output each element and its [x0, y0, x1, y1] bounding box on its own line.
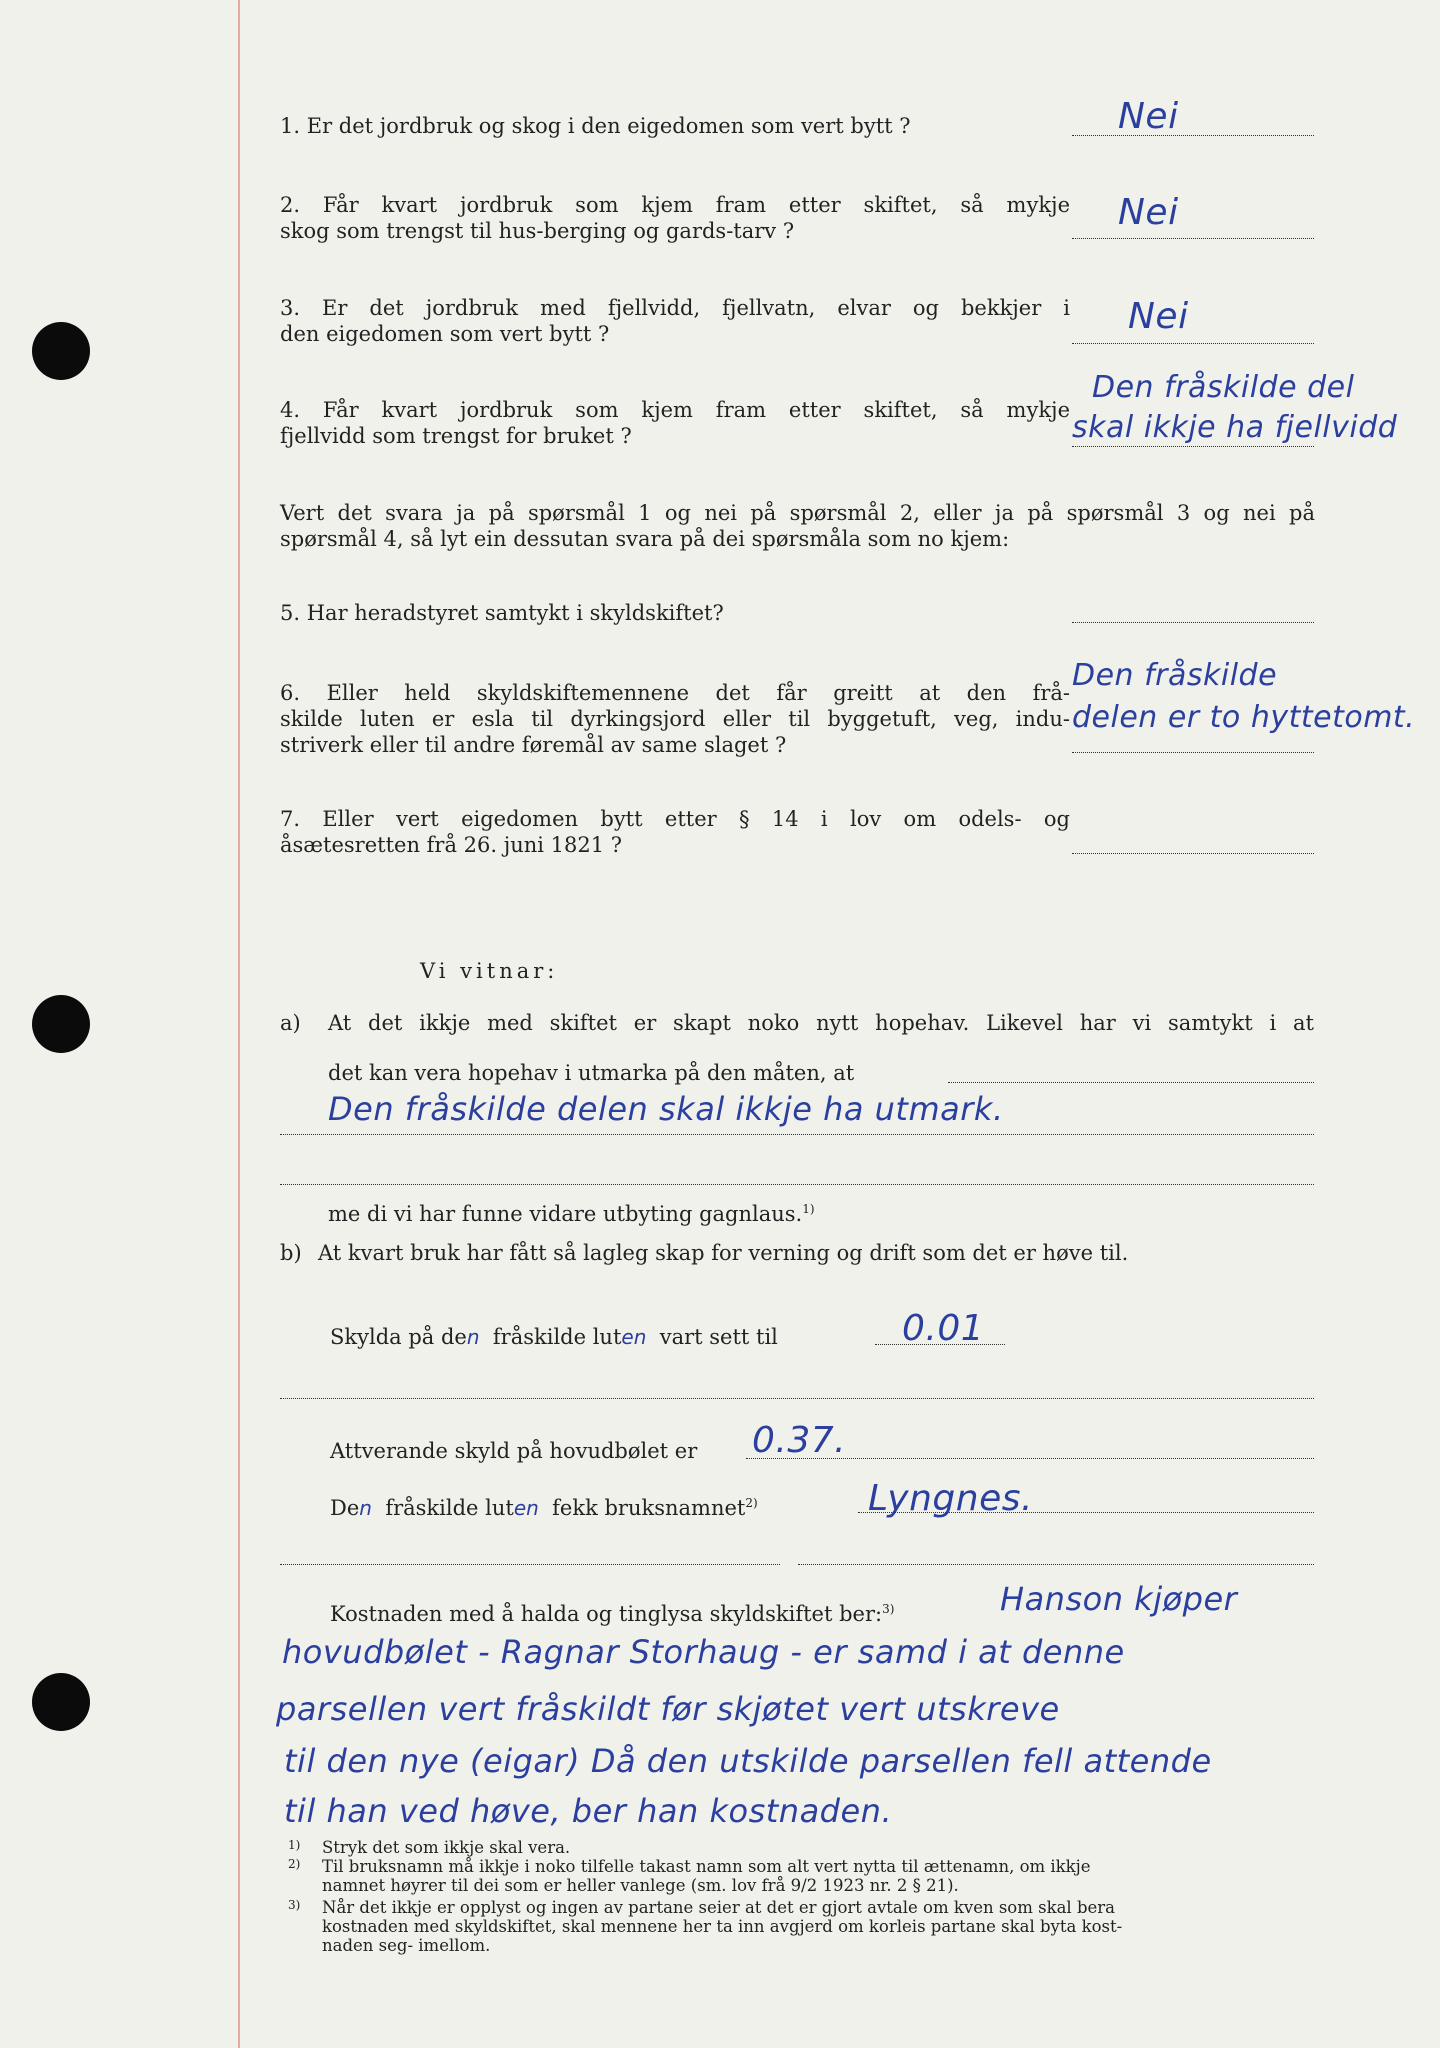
item-a-handwritten: Den fråskilde delen skal ikkje ha utmark.: [328, 1090, 1004, 1128]
question-1: 1. Er det jordbruk og skog i den eigedomen som vert bytt ?: [280, 114, 911, 138]
answer-6-line-2: delen er to hyttetomt.: [1072, 700, 1416, 735]
remaining-label: Attverande skyld på hovudbølet er: [330, 1439, 698, 1463]
cost-handwritten-line-4: til den nye (eigar) Då den utskilde parsellen fell attende: [284, 1742, 1212, 1780]
footnote-2-line-1: Til bruksnamn må ikkje i noko tilfelle takast namn som alt vert nytta til ættenamn, om ikkje: [322, 1857, 1091, 1876]
cost-handwritten-line-3: parsellen vert fråskildt før skjøtet vert utskreve: [276, 1690, 1060, 1728]
question-3-line-2: den eigedomen som vert bytt ?: [280, 322, 610, 346]
item-a-line-3: me di vi har funne vidare utbyting gagnlaus.$^{1)}$: [328, 1202, 815, 1226]
fill-line: [746, 1458, 1314, 1459]
footnote-2-line-2: namnet høyrer til dei som er heller vanlege (sm. lov frå 9/2 1923 nr. 2 § 21).: [322, 1876, 959, 1895]
question-5: 5. Har heradstyret samtykt i skyldskiftet?: [280, 601, 724, 625]
footnote-2-number: 2): [288, 1857, 301, 1871]
footnote-3-line-2: kostnaden med skyldskiftet, skal mennene her ta inn avgjerd om korleis partane skal byta kost-: [322, 1917, 1123, 1936]
question-7: 7. Eller vert eigedomen bytt etter § 14 i lov om odels- og: [280, 807, 1070, 831]
item-a-line-1: At det ikkje med skiftet er skapt noko nytt hopehav. Likevel har vi samtykt i at: [328, 1011, 1314, 1035]
cost-handwritten-line-2: hovudbølet - Ragnar Storhaug - er samd i at denne: [282, 1633, 1125, 1671]
bruksnamn-value: Lyngnes.: [868, 1478, 1033, 1519]
fill-line: [798, 1564, 1314, 1565]
fill-line: [875, 1344, 1005, 1345]
binder-hole: [32, 322, 90, 380]
fill-line: [280, 1398, 1314, 1399]
question-2: 2. Får kvart jordbruk som kjem fram etter skiftet, så mykje: [280, 193, 1070, 217]
answer-line: [1072, 622, 1314, 623]
item-a-label: a): [280, 1011, 301, 1035]
answer-4-line-1: Den fråskilde del: [1092, 370, 1355, 405]
fill-line: [280, 1134, 1314, 1135]
question-6: 6. Eller held skyldskiftemennene det får greitt at den frå-: [280, 681, 1070, 705]
fill-line: [858, 1512, 1314, 1513]
question-7-line-2: åsætesretten frå 26. juni 1821 ?: [280, 833, 623, 857]
answer-1: Nei: [1118, 96, 1179, 137]
question-4-line-2: fjellvidd som trengst for bruket ?: [280, 424, 632, 448]
answer-line: [1072, 853, 1314, 854]
footnote-3-number: 3): [288, 1898, 301, 1912]
question-6-line-2: skilde luten er esla til dyrkingsjord eller til byggetuft, veg, indu-: [280, 707, 1070, 731]
item-a-line-2: det kan vera hopehav i utmarka på den måten, at: [328, 1061, 855, 1085]
answer-4-line-2: skal ikkje ha fjellvidd: [1072, 410, 1398, 445]
footnote-1-number: 1): [288, 1838, 301, 1852]
answer-3: Nei: [1128, 296, 1189, 337]
witness-heading: Vi vitnar:: [420, 959, 559, 983]
question-2-line-2: skog som trengst til hus-berging og gards-tarv ?: [280, 219, 795, 243]
footnote-3-line-3: naden seg- imellom.: [322, 1936, 491, 1955]
answer-2: Nei: [1118, 192, 1179, 233]
item-b-line: At kvart bruk har fått så lagleg skap for verning og drift som det er høve til.: [318, 1241, 1129, 1265]
answer-line: [1072, 343, 1314, 344]
item-b-label: b): [280, 1241, 302, 1265]
intro-line-1: Vert det svara ja på spørsmål 1 og nei på spørsmål 2, eller ja på spørsmål 3 og nei på: [280, 501, 1315, 525]
margin-rule: [238, 0, 240, 2048]
skyld-value: 0.01: [902, 1308, 985, 1349]
answer-line: [1072, 446, 1314, 447]
question-4: 4. Får kvart jordbruk som kjem fram etter skiftet, så mykje: [280, 398, 1070, 422]
cost-handwritten-line-1: Hanson kjøper: [1000, 1580, 1238, 1618]
skyld-line: Skylda på den fråskilde luten vart sett til: [330, 1325, 778, 1349]
binder-hole: [32, 1673, 90, 1731]
answer-line: [1072, 752, 1314, 753]
remaining-value: 0.37.: [752, 1420, 847, 1461]
answer-line: [1072, 238, 1314, 239]
fill-line: [280, 1184, 1314, 1185]
cost-handwritten-line-5: til han ved høve, ber han kostnaden.: [284, 1792, 893, 1830]
answer-line: [1072, 135, 1314, 136]
bruksnamn-line: Den fråskilde luten fekk bruksnamnet$^{2)}$: [330, 1496, 758, 1520]
footnote-1: Stryk det som ikkje skal vera.: [322, 1838, 571, 1857]
question-6-line-3: striverk eller til andre føremål av same slaget ?: [280, 733, 787, 757]
footnote-3-line-1: Når det ikkje er opplyst og ingen av partane seier at det er gjort avtale om kven som skal bera: [322, 1898, 1115, 1917]
intro-line-2: spørsmål 4, så lyt ein dessutan svara på dei spørsmåla som no kjem:: [280, 527, 1010, 551]
answer-6-line-1: Den fråskilde: [1072, 658, 1278, 693]
fill-line: [948, 1082, 1314, 1083]
binder-hole: [32, 995, 90, 1053]
question-3: 3. Er det jordbruk med fjellvidd, fjellvatn, elvar og bekkjer i: [280, 296, 1070, 320]
cost-label: Kostnaden med å halda og tinglysa skyldskiftet ber:$^{3)}$: [330, 1602, 895, 1626]
fill-line: [280, 1564, 780, 1565]
